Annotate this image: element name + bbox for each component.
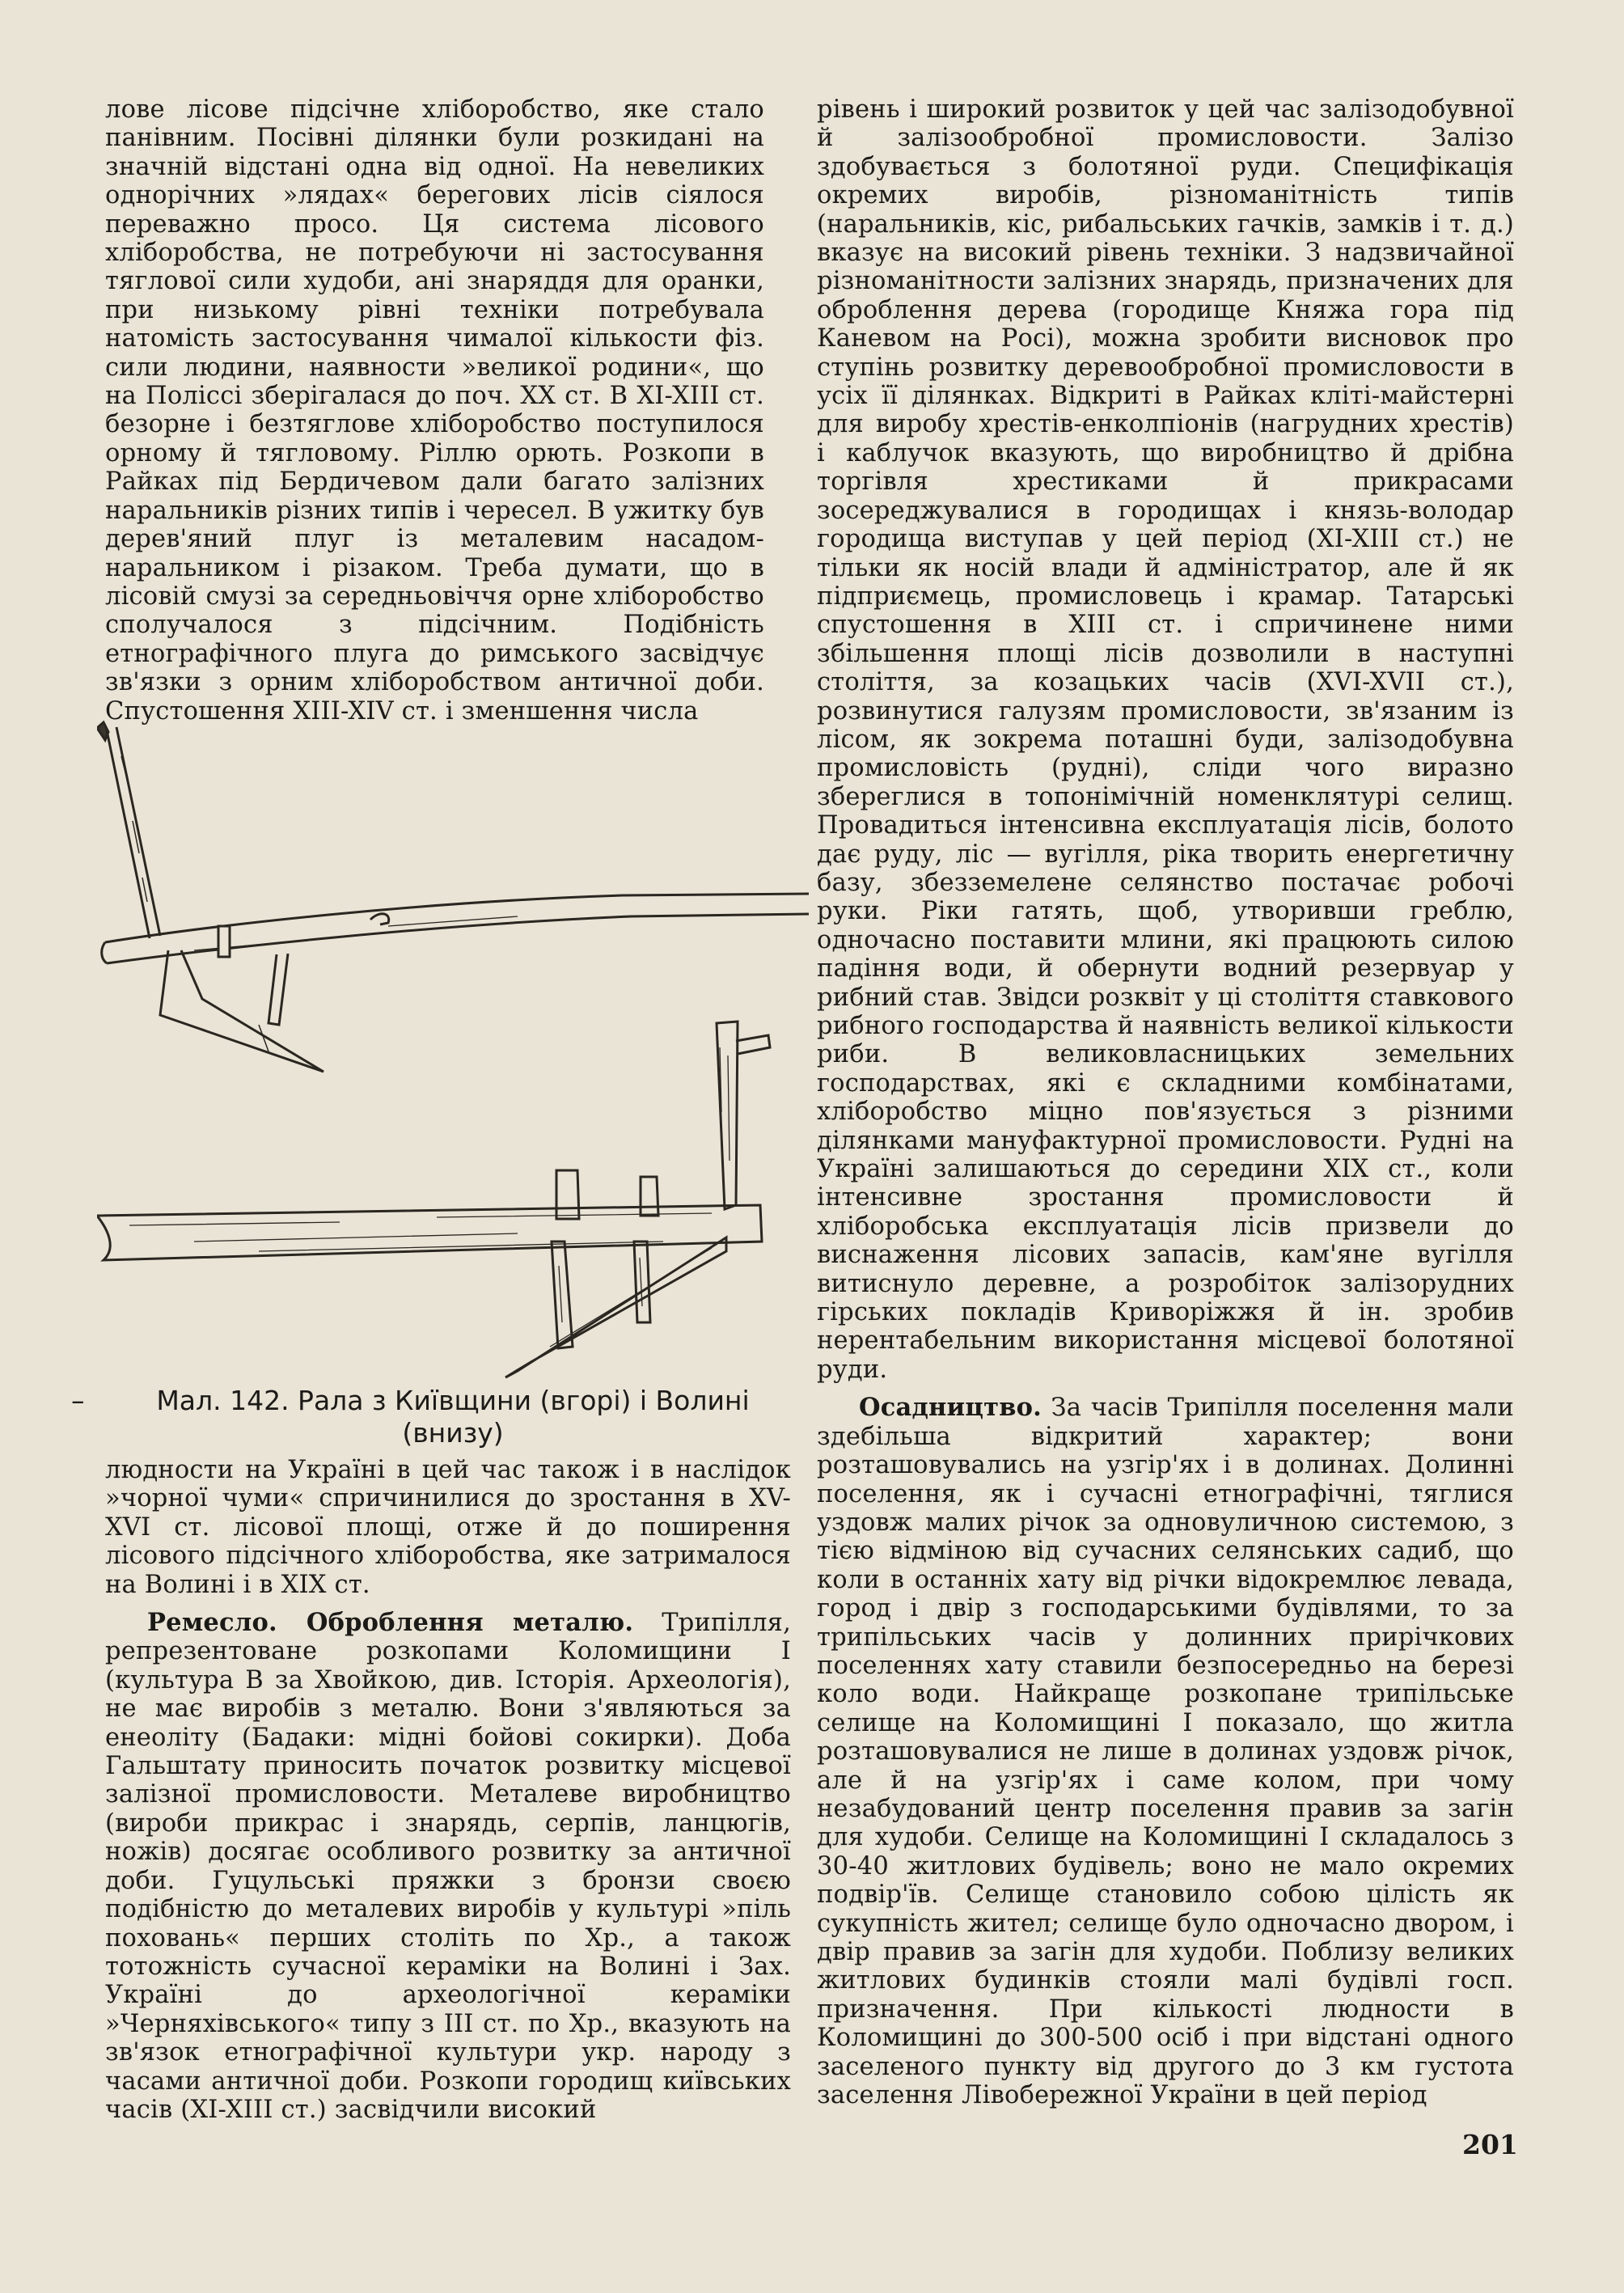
paragraph-forest-agriculture: лове лісове підсічне хліборобство, яке стало панівним. Посівні ділянки були розкидані на значній відстані одна від одної. На невеликих однорічних »лядах« берегових лісів сіялося переважно просо. Ця система лісового хліборобства, не потребуючи ні застосування тяглової сили худоби, ані знаряддя для оранки, при низькому рівні техніки потребувала натомість застосування чималої кількости фіз. сили людини, наявности »великої родини«, що на Поліссі зберігалася до поч. XX ст. В XI-XIII ст. безорне і безтяглове хліборобство поступилося орному й тягловому. Ріллю орють. Розкопи в Райках під Бердичевом дали багато залізних наральників різних типів і чересел. В ужитку був дерев'яний плуг із металевим насадом-наральником і різаком. Треба думати, що в лісовій смузі за середньовіччя орне хліборобство сполучалося з підсічним. Подібність етнографічного плуга до римського засвідчує зв'язки з орним хліборобством античної доби. Спустошення XIII-XIV ст. і зменшення числа: [105, 95, 764, 726]
paragraph-plague: людности на Україні в цей час також і в наслідок »чорної чуми« спричинилися до зростання в XV-XVI ст. лісової площі, отже й до поширення лісового підсічного хліборобства, яке затрималося на Волині і в XIX ст.: [105, 1456, 791, 1599]
paragraph-settlement: [817, 1394, 1514, 2109]
kyiv-plough-drawing: [97, 722, 809, 1072]
right-column: [817, 95, 1514, 2109]
ploughs-illustration: [97, 708, 809, 1379]
crafts-body: Трипілля, репрезентоване розкопами Коломищини I (культура B за Хвойкою, див. Історія. Археологія), не має виробів з металю. Вони з'являються за енеоліту (Бадаки: мідні бойові сокирки). Доба Гальштату приносить початок розвитку місцевої залізної промисловости. Металеве виробництво (вироби прикрас і знарядь, серпів, ланцюгів, ножів) досягає особливого розвитку за античної доби. Гуцульські пряжки з бронзи своєю подібністю до металевих виробів у культурі »піль поховань« перших століть по Хр., а також тотожність сучасної кераміки на Волині і Зах. Україні до археологічної кераміки »Черняхівського« типу з III ст. по Хр., вказують на зв'язок етнографічної культури укр. народу з часами античної доби. Розкопи городищ київських часів (XI-XIII ст.) засвідчили високий: [105, 1609, 791, 2124]
caption-dash: –: [71, 1385, 85, 1416]
paragraph-metal-industry: рівень і широкий розвиток у цей час залізодобувної й залізообробної промисловости. Залізо здобувається з болотяної руди. Специфікація окремих виробів, різноманітність типів (наральників, кіс, рибальських гачків, замків і т. д.) вказує на високий рівень техніки. З надзвичайної різноманітности залізних знарядь, призначених для оброблення дерева (городище Княжа гора під Каневом на Росі), можна зробити висновок про ступінь розвитку деревообробної промисловости в усіх її ділянках. Відкриті в Райках кліті-майстерні для виробу хрестів-енколпіонів (нагрудних хрестів) і каблучок вказують, що виробництво й дрібна торгівля хрестиками й прикрасами зосереджувалися в городищах і князь-володар городища виступав у цей період (XI-XIII ст.) не тільки як носій влади й адміністратор, але й як підприємець, промисловець і крамар. Татарські спустошення в XIII ст. і спричинене ними збільшення площі лісів дозволили в наступні століття, за козацьких часів (XVI-XVII ст.), розвинутися галузям промисловости, зв'язаним із лісом, як зокрема поташні буди, залізодобувна промисловість (рудні), сліди чого виразно збереглися в топонімічній номенклятурі селищ. Провадиться інтенсивна експлуатація лісів, болото дає руду, ліс — вугілля, ріка творить енергетичну базу, збезземелене селянство постачає робочі руки. Ріки гатять, щоб, утворивши греблю, одночасно поставити млини, які працюють силою падіння води, й обернути водний резервуар у рибний став. Звідси розквіт у ці століття ставкового рибного господарства й наявність великої кількости риби. В великовласницьких земельних господарствах, які є складними комбінатами, хліборобство міцно пов'язується з різними ділянками мануфактурної промисловости. Рудні на Україні залишаються до середини XIX ст., коли інтенсивне зростання промисловости й хліборобська експлуатація лісів призвели до виснаження лісових запасів, кам'яне вугілля витиснуло деревне, а розробіток залізорудних гірських покладів Криворіжжя й ін. зробив нерентабельним використання місцевої болотяної руди.: [817, 95, 1514, 1384]
heading-settlement: Осадництво.: [859, 1393, 1042, 1423]
heading-crafts: Ремесло. Оброблення металю.: [147, 1608, 634, 1638]
left-column-top: [105, 95, 764, 726]
page-number: 201: [1462, 2129, 1518, 2160]
paragraph-crafts: [105, 1609, 791, 2124]
volyn-plough-drawing: [97, 1022, 770, 1377]
left-column-bottom: [105, 1456, 791, 2124]
figure-caption: Мал. 142. Рала з Київщини (вгорі) і Волині (внизу): [156, 1385, 750, 1449]
settlement-body: За часів Трипілля поселення мали здебільша відкритий характер; вони розташовувались на узгір'ях і в долинах. Долинні поселення, як і сучасні етнографічні, тяглися уздовж малих річок за одновуличною системою, з тією відміною від сучасних селянських садиб, що коли в останніх хату від річки відокремлює левада, город і двір з господарськими будівлями, то за трипільських часів у долинних прирічкових поселеннях хату ставили безпосередньо на березі коло води. Найкраще розкопане трипільське селище на Коломищині I показало, що житла розташовувалися не лише в долинах уздовж річок, але й на узгір'ях і саме колом, при чому незабудований центр поселення правив за загін для худоби. Селище на Коломищині I складалось з 30-40 житлових будівель; воно не мало окремих подвір'їв. Селище становило собою цілість як сукупність жител; селище було одночасно двором, і двір правив за загін для худоби. Поблизу великих житлових будинків стояли малі будівлі госп. призначення. При кількості людности в Коломищині до 300-500 осіб і при відстані одного заселеного пункту від другого до 3 км густота заселення Лівобережної України в цей період: [817, 1394, 1514, 2110]
figure-ploughs: [97, 708, 809, 1379]
